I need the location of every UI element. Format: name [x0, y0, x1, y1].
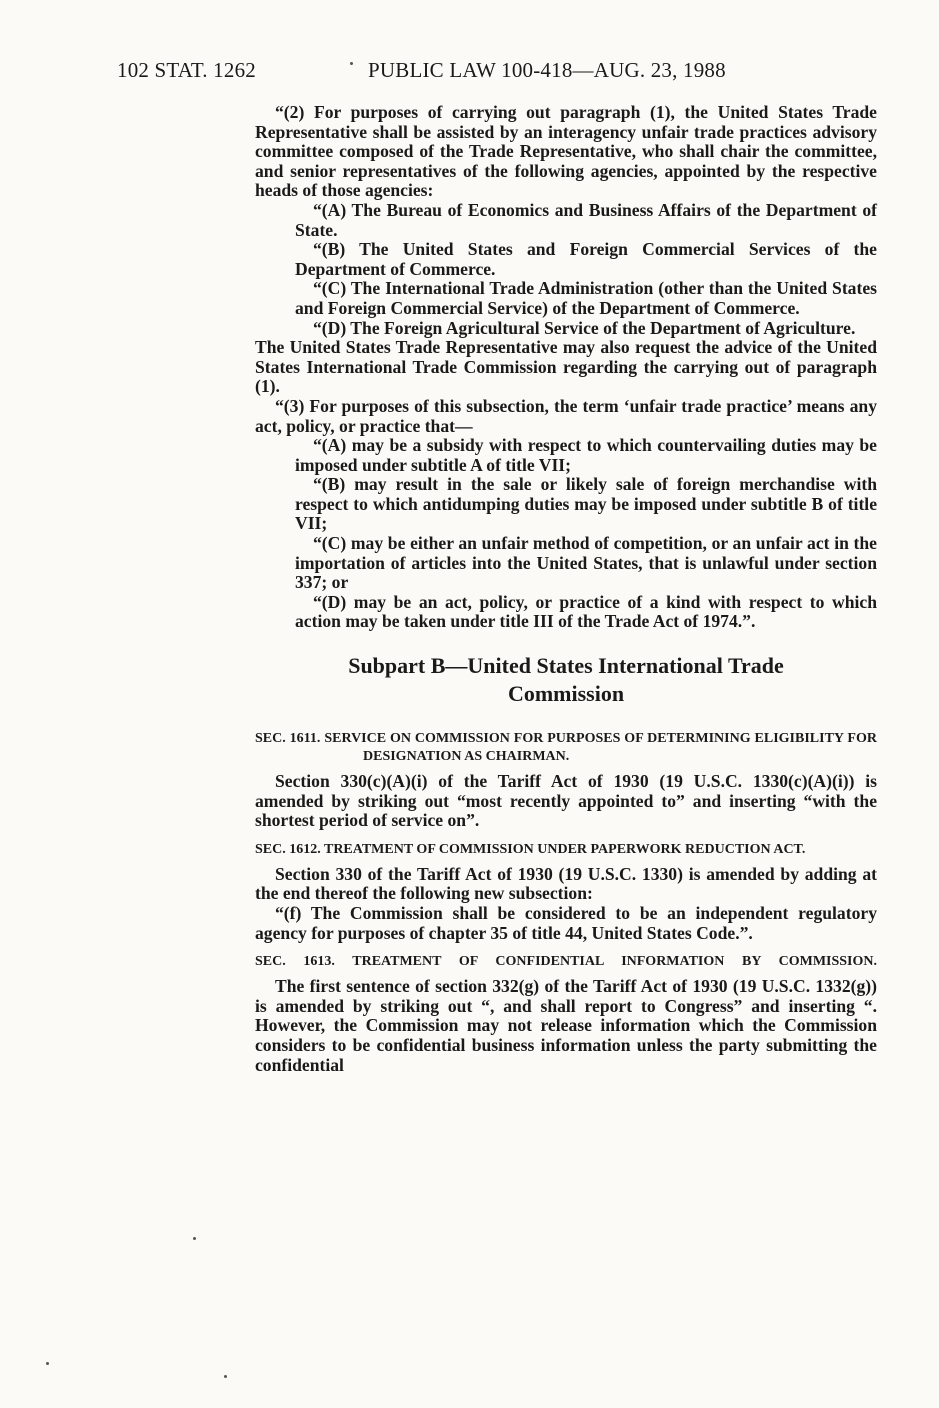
paragraph-3-A: “(A) may be a subsidy with respect to which countervailing duties may be imposed under subtitle A of title VII; [295, 435, 877, 475]
paragraph-3-D: “(D) may be an act, policy, or practice of a kind with respect to which action may be taken under title III of the Trade Act of 1974.”. [295, 591, 877, 632]
paragraph-2-A: “(A) The Bureau of Economics and Business Affairs of the Department of State. [295, 199, 877, 240]
paragraph-3-B: “(B) may result in the sale or likely sale of foreign merchandise with respect to which antidumping duties may be imposed under subtitle B of title VII; [295, 474, 877, 534]
scan-speck [350, 62, 353, 65]
scan-speck [46, 1362, 49, 1365]
section-1613-text: The first sentence of section 332(g) of the Tariff Act of 1930 (19 U.S.C. 1332(g)) is amended by striking out “, and shall report to Congress” and inserting “. However, the Commission may not release information which the Commission considers to be confidential business information unless the party submitting the confidential [255, 976, 877, 1075]
paragraph-2-tail: The United States Trade Representative may also request the advice of the United States International Trade Commission regarding the carrying out of paragraph (1). [255, 337, 877, 397]
subpart-heading-line-1: Subpart B—United States International Trade [348, 653, 784, 679]
running-head: PUBLIC LAW 100-418—AUG. 23, 1988 [368, 58, 726, 82]
scan-speck [193, 1237, 196, 1240]
section-1611-heading: SEC. 1611. SERVICE ON COMMISSION FOR PURPOSES OF DETERMINING ELIGIBILITY FOR DESIGNATION AS CHAIRMAN. [255, 731, 877, 765]
section-1613-heading: SEC. 1613. TREATMENT OF CONFIDENTIAL INFORMATION BY COMMISSION. [255, 954, 877, 970]
paragraph-2-B: “(B) The United States and Foreign Commercial Services of the Department of Commerce. [295, 239, 877, 279]
page-header [117, 58, 887, 88]
paragraph-2-C: “(C) The International Trade Administration (other than the United States and Foreign Commercial Service) of the Department of Commerce. [295, 278, 877, 318]
paragraph-2-D: “(D) The Foreign Agricultural Service of the Department of Agriculture. [313, 317, 856, 338]
stat-page-number: 102 STAT. 1262 [117, 58, 256, 82]
paragraph-3-C: “(C) may be either an unfair method of competition, or an unfair act in the importation of articles into the United States, that is unlawful under section 337; or [295, 533, 877, 593]
paragraph-2: “(2) For purposes of carrying out paragraph (1), the United States Trade Representative shall be assisted by an interagency unfair trade practices advisory committee composed of the Trade Representative, who shall chair the committee, and senior representatives of the following agencies, appointed by the respective heads of those agencies: [255, 102, 877, 201]
section-1612-text: Section 330 of the Tariff Act of 1930 (19 U.S.C. 1330) is amended by adding at the end thereof the following new subsection: [255, 863, 877, 904]
section-1611-text: Section 330(c)(A)(i) of the Tariff Act of 1930 (19 U.S.C. 1330(c)(A)(i)) is amended by striking out “most recently appointed to” and inserting “with the shortest period of service on”. [255, 771, 877, 831]
subpart-heading [275, 652, 857, 708]
section-1612-heading: SEC. 1612. TREATMENT OF COMMISSION UNDER PAPERWORK REDUCTION ACT. [255, 841, 806, 857]
scan-speck [224, 1375, 227, 1378]
document-body [255, 103, 877, 1075]
subpart-heading-line-2: Commission [507, 681, 625, 707]
paragraph-3: “(3) For purposes of this subsection, the term ‘unfair trade practice’ means any act, policy, or practice that— [255, 395, 877, 436]
section-1612-quote: “(f) The Commission shall be considered to be an independent regulatory agency for purposes of chapter 35 of title 44, United States Code.”. [255, 903, 877, 943]
